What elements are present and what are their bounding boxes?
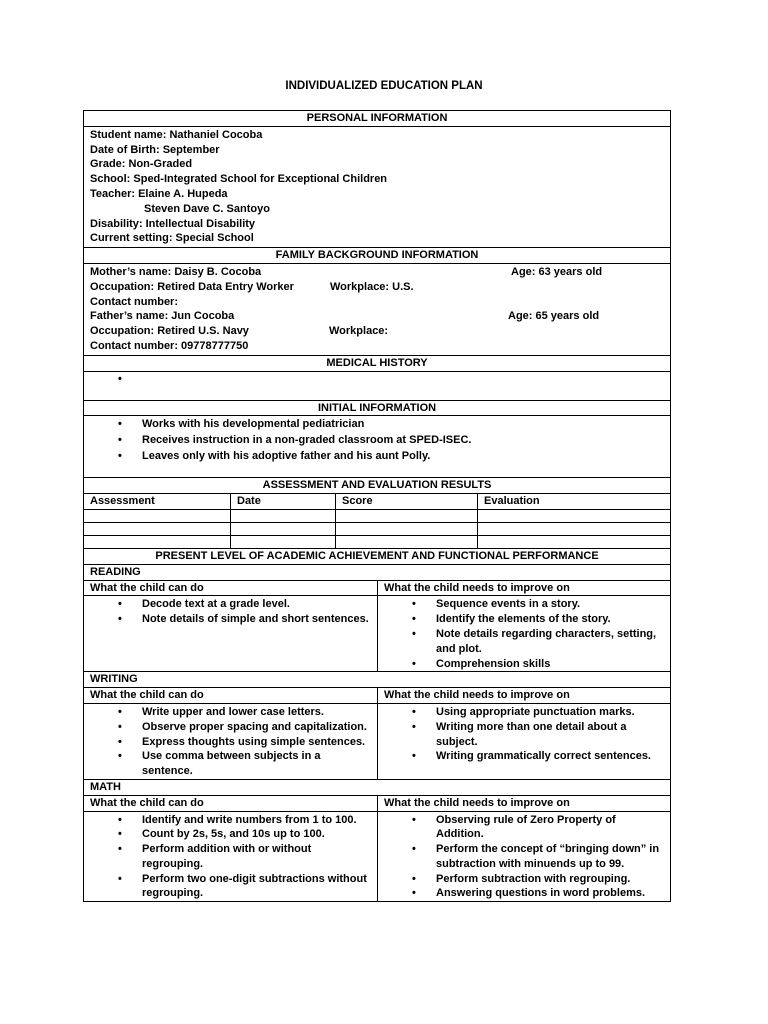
math-improve-item: • Perform subtraction with regrouping. xyxy=(436,872,664,887)
iep-table xyxy=(83,110,671,902)
current-setting: Current setting: Special School xyxy=(90,232,254,245)
father-workplace: Workplace: xyxy=(329,325,389,338)
teacher: Teacher: Elaine A. Hupeda xyxy=(90,187,228,200)
math-can-item: • Perform addition with or without regrouping. xyxy=(142,842,371,872)
writing-improve-item: • Writing more than one detail about a subject. xyxy=(436,720,664,750)
mother-age: Age: 63 years old xyxy=(511,265,603,278)
writing-improve-label: What the child needs to improve on xyxy=(378,688,671,704)
iep-form xyxy=(83,110,670,902)
initial-item: • Receives instruction in a non-graded classroom at SPED-ISEC. xyxy=(142,433,664,448)
writing-improve-cell xyxy=(378,703,671,779)
date-of-birth: Date of Birth: September xyxy=(90,143,220,156)
reading-label: READING xyxy=(84,564,671,580)
initial-item: • Leaves only with his adoptive father and his aunt Polly. xyxy=(142,449,664,464)
reading-improve-item: • Note details regarding characters, setting, and plot. xyxy=(436,627,664,657)
personal-info-heading: PERSONAL INFORMATION xyxy=(84,111,671,127)
reading-can-item: • Decode text at a grade level. xyxy=(142,597,371,612)
document-title: INDIVIDUALIZED EDUCATION PLAN xyxy=(285,80,483,92)
math-improve-cell xyxy=(378,811,671,902)
math-can-item: • Count by 2s, 5s, and 10s up to 100. xyxy=(142,827,371,842)
math-improve-item: • Answering questions in word problems. xyxy=(436,886,664,901)
school: School: Sped-Integrated School for Exceptional Children xyxy=(90,173,388,186)
mother-contact: Contact number: xyxy=(90,295,178,308)
assessment-row xyxy=(84,509,671,522)
writing-label: WRITING xyxy=(84,672,671,688)
father-occupation: Occupation: Retired U.S. Navy xyxy=(90,325,249,338)
mother-workplace: Workplace: U.S. xyxy=(330,280,414,293)
father-name: Father’s name: Jun Cocoba xyxy=(90,310,235,323)
reading-can-cell xyxy=(84,596,378,672)
initial-block xyxy=(84,416,671,478)
reading-can-item: • Note details of simple and short sentences. xyxy=(142,612,371,627)
math-improve-item: • Observing rule of Zero Property of Addition. xyxy=(436,813,664,843)
math-improve-label: What the child needs to improve on xyxy=(378,795,671,811)
writing-can-label: What the child can do xyxy=(84,688,378,704)
father-contact: Contact number: 09778777750 xyxy=(90,339,249,352)
reading-improve-item: • Sequence events in a story. xyxy=(436,597,664,612)
reading-can-label: What the child can do xyxy=(84,580,378,596)
present-level-heading: PRESENT LEVEL OF ACADEMIC ACHIEVEMENT AND FUNCTIONAL PERFORMANCE xyxy=(84,548,671,564)
family-block xyxy=(84,263,671,355)
medical-heading: MEDICAL HISTORY xyxy=(84,355,671,371)
assessment-row xyxy=(84,535,671,548)
writing-can-item: • Write upper and lower case letters. xyxy=(142,705,371,720)
assessment-row xyxy=(84,522,671,535)
writing-can-cell xyxy=(84,703,378,779)
mother-row xyxy=(90,265,664,280)
initial-heading: INITIAL INFORMATION xyxy=(84,400,671,416)
col-assessment: Assessment xyxy=(84,494,231,510)
col-score: Score xyxy=(336,494,478,510)
reading-improve-cell xyxy=(378,596,671,672)
teacher-2: Steven Dave C. Santoyo xyxy=(144,202,270,215)
father-occupation-row xyxy=(90,324,664,339)
writing-can-item: • Use comma between subjects in a sentence. xyxy=(142,749,371,779)
reading-improve-item: • Identify the elements of the story. xyxy=(436,612,664,627)
col-date: Date xyxy=(231,494,336,510)
father-age: Age: 65 years old xyxy=(508,310,600,323)
reading-improve-label: What the child needs to improve on xyxy=(378,580,671,596)
assessment-heading: ASSESSMENT AND EVALUATION RESULTS xyxy=(84,478,671,494)
math-can-item: • Perform two one-digit subtractions without regrouping. xyxy=(142,872,371,902)
medical-block xyxy=(84,371,671,400)
personal-info-block xyxy=(84,126,671,247)
mother-name: Mother’s name: Daisy B. Cocoba xyxy=(90,265,262,278)
math-can-item: • Identify and write numbers from 1 to 100. xyxy=(142,813,371,828)
col-evaluation: Evaluation xyxy=(478,494,671,510)
math-improve-item: • Perform the concept of “bringing down” in subtraction with minuends up to 99. xyxy=(436,842,664,872)
reading-improve-item: • Comprehension skills xyxy=(436,657,664,672)
math-can-cell xyxy=(84,811,378,902)
writing-can-item: • Observe proper spacing and capitalization. xyxy=(142,720,371,735)
writing-can-item: • Express thoughts using simple sentences. xyxy=(142,735,371,750)
math-can-label: What the child can do xyxy=(84,795,378,811)
family-heading: FAMILY BACKGROUND INFORMATION xyxy=(84,248,671,264)
writing-improve-item: • Writing grammatically correct sentences. xyxy=(436,749,664,764)
initial-item: • Works with his developmental pediatrician xyxy=(142,417,664,432)
mother-occupation: Occupation: Retired Data Entry Worker xyxy=(90,280,294,293)
student-name: Student name: Nathaniel Cocoba xyxy=(90,128,263,141)
father-row xyxy=(90,309,664,324)
mother-occupation-row xyxy=(90,280,664,295)
disability: Disability: Intellectual Disability xyxy=(90,217,256,230)
writing-improve-item: • Using appropriate punctuation marks. xyxy=(436,705,664,720)
math-label: MATH xyxy=(84,779,671,795)
grade: Grade: Non-Graded xyxy=(90,158,193,171)
